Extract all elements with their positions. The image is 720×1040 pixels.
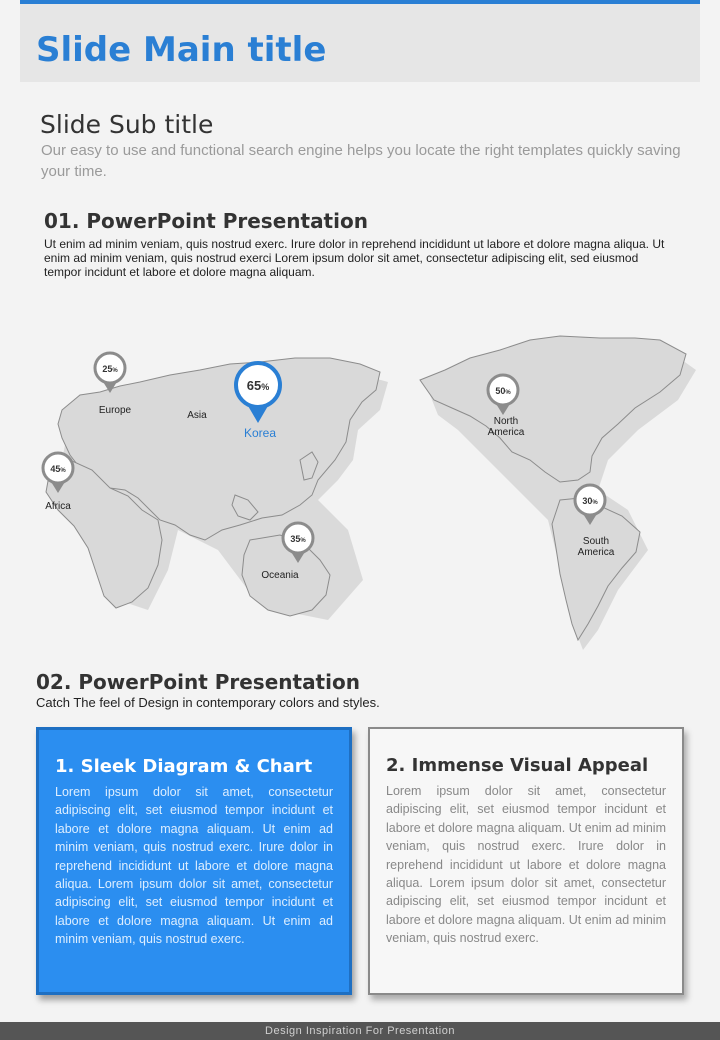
card-text: Lorem ipsum dolor sit amet, consectetur adipiscing elit, set eiusmod tempor incidunt et labore et dolore magna aliquam. Ut enim ad minim veniam, quis nostrud exerc. Irure dolor in reprehend incididunt ut labore et dolore magna aliqua. Lorem ipsum dolor sit amet, consectetur adipiscing elit, set eiusmod tempor incidunt et labore et dolore magna aliquam. Ut enim ad minim veniam, quis nostrud exerc. [386, 784, 666, 946]
marker-value: 50% [495, 386, 511, 396]
world-map [0, 320, 720, 660]
feature-card-1 [36, 727, 352, 995]
card-text: Lorem ipsum dolor sit amet, consectetur adipiscing elit, set eiusmod tempor incidunt et labore et dolore magna aliquam. Ut enim ad minim veniam, quis nostrud exerc. Irure dolor in reprehend incididunt ut labore et dolore magna aliqua. Lorem ipsum dolor sit amet, consectetur adipiscing elit, set eiusmod tempor incidunt et labore et dolore magna aliquam. Ut enim ad minim veniam, quis nostrud exerc. [55, 785, 333, 947]
marker-value: 65% [246, 378, 270, 393]
region-label: America [487, 427, 525, 438]
slide-subtitle: Slide Sub title [40, 110, 214, 139]
feature-card-2 [368, 727, 684, 995]
region-label: Oceania [261, 570, 299, 581]
marker-value: 25% [102, 364, 118, 374]
marker-value: 35% [290, 534, 306, 544]
page-title: Slide Main title [36, 30, 327, 70]
subtitle-description: Our easy to use and functional search engine helps you locate the right templates quickly saving your time. [41, 142, 681, 180]
region-label: Europe [98, 405, 132, 416]
region-label: South [582, 536, 610, 547]
section1-heading: 01. PowerPoint Presentation [44, 209, 368, 233]
region-label-asia: Asia [187, 410, 207, 421]
marker-value: 45% [50, 464, 66, 474]
region-label: America [577, 547, 615, 558]
region-label: Korea [243, 426, 277, 440]
marker-value: 30% [582, 496, 598, 506]
section1-body: Ut enim ad minim veniam, quis nostrud exerc. Irure dolor in reprehend incididunt ut labore et dolore magna aliqua. Ut enim ad minim veniam, quis nostrud exerci Lorem ipsum dolor sit amet, consectetur adipiscing elit, sed eiusmod tempor incidunt et labore et dolore magna aliquam. [44, 237, 665, 279]
section2-body: Catch The feel of Design in contemporary colors and styles. [36, 695, 380, 710]
card-title: 2. Immense Visual Appeal [386, 755, 649, 776]
region-label: North [493, 416, 519, 427]
region-label: Africa [45, 501, 71, 512]
card-title: 1. Sleek Diagram & Chart [55, 756, 313, 777]
section2-heading: 02. PowerPoint Presentation [36, 670, 360, 694]
footer-bar: Design Inspiration For Presentation [0, 1022, 720, 1040]
